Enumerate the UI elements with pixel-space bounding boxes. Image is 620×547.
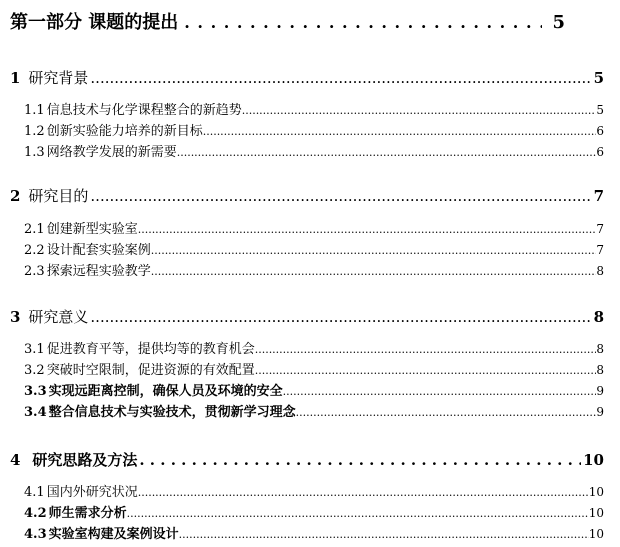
entry-page-number: 7: [596, 222, 604, 236]
entry-title: 探索远程实验教学: [46, 264, 151, 279]
entry-title: 网络教学发展的新需要: [46, 145, 177, 160]
dot-leader: [138, 486, 589, 499]
dot-leader: [151, 244, 597, 257]
dot-leader: [177, 146, 597, 159]
entry-number: 3.3: [24, 384, 47, 399]
chapter-page-number: 8: [593, 308, 604, 326]
entry-title: 设计配套实验案例: [46, 243, 151, 258]
chapter-number: 1: [10, 69, 21, 87]
chapter-title: 研究思路及方法: [32, 451, 138, 469]
entry-number: 2.3: [24, 264, 45, 279]
toc-entry-3-2[interactable]: [24, 359, 604, 378]
entry-title: 创建新型实验室: [46, 222, 138, 237]
part-page-number: 5: [552, 12, 565, 33]
entry-number: 4.1: [24, 485, 45, 500]
entry-page-number: 8: [596, 342, 604, 356]
entry-title: 实验室构建及案例设计: [48, 527, 179, 542]
entry-title: 国内外研究状况: [46, 485, 138, 500]
dot-leader: [139, 451, 581, 469]
toc-entry-4-2[interactable]: [24, 502, 604, 521]
dot-leader: [184, 13, 542, 32]
toc-chapter-2[interactable]: [10, 185, 604, 206]
toc-entry-4-1[interactable]: [24, 481, 604, 500]
entry-page-number: 5: [596, 103, 604, 117]
dot-leader: [138, 223, 597, 236]
toc-entry-4-3[interactable]: [24, 523, 604, 542]
toc-entry-3-4[interactable]: [24, 401, 604, 420]
chapter-number: 3: [10, 308, 21, 326]
toc-entry-2-2[interactable]: [24, 239, 604, 258]
entry-page-number: 8: [596, 363, 604, 377]
toc-entry-1-2[interactable]: [24, 120, 604, 139]
entry-title: 信息技术与化学课程整合的新趋势: [46, 103, 242, 118]
toc-entry-3-1[interactable]: [24, 338, 604, 357]
entry-page-number: 7: [596, 243, 604, 257]
entry-page-number: 6: [596, 124, 604, 138]
entry-title: 师生需求分析: [48, 506, 127, 521]
entry-page-number: 10: [588, 527, 604, 541]
entry-page-number: 6: [596, 145, 604, 159]
dot-leader: [242, 104, 597, 117]
entry-title: 创新实验能力培养的新目标: [46, 124, 203, 139]
dot-leader: [151, 265, 597, 278]
entry-page-number: 9: [596, 384, 604, 398]
dot-leader: [90, 69, 591, 87]
entry-number: 1.3: [24, 145, 45, 160]
entry-number: 3.4: [24, 405, 47, 420]
entry-number: 4.2: [24, 506, 47, 521]
chapter-number: 2: [10, 187, 21, 205]
toc-entry-1-1[interactable]: [24, 99, 604, 118]
entry-number: 1.1: [24, 103, 45, 118]
chapter-page-number: 5: [593, 69, 604, 87]
chapter-page-number: 7: [593, 187, 604, 205]
dot-leader: [127, 507, 589, 520]
entry-number: 3.2: [24, 363, 45, 378]
toc-chapter-3[interactable]: [10, 306, 604, 327]
dot-leader: [255, 364, 597, 377]
entry-page-number: 9: [596, 405, 604, 419]
chapter-page-number: 10: [583, 451, 604, 469]
toc-entry-3-3[interactable]: [24, 380, 604, 399]
entry-page-number: 10: [588, 485, 604, 499]
entry-title: 突破时空限制，促进资源的有效配置: [46, 363, 255, 378]
chapter-number: 4: [10, 451, 21, 469]
toc-entry-2-3[interactable]: [24, 260, 604, 279]
dot-leader: [90, 187, 591, 205]
entry-number: 1.2: [24, 124, 45, 139]
entry-number: 3.1: [24, 342, 45, 357]
chapter-title: 研究目的: [28, 187, 89, 205]
entry-number: 4.3: [24, 527, 47, 542]
entry-number: 2.2: [24, 243, 45, 258]
dot-leader: [255, 343, 597, 356]
entry-title: 促进教育平等，提供均等的教育机会: [46, 342, 255, 357]
dot-leader: [179, 528, 589, 541]
entry-number: 2.1: [24, 222, 45, 237]
dot-leader: [90, 308, 591, 326]
toc-part-heading[interactable]: [10, 8, 565, 34]
entry-page-number: 8: [596, 264, 604, 278]
dot-leader: [203, 125, 597, 138]
entry-title: 实现远距离控制，确保人员及环境的安全: [48, 384, 283, 399]
chapter-title: 研究意义: [28, 308, 89, 326]
toc-chapter-4[interactable]: [10, 449, 604, 470]
entry-title: 整合信息技术与实验技术，贯彻新学习理念: [48, 405, 296, 420]
toc-entry-2-1[interactable]: [24, 218, 604, 237]
dot-leader: [283, 385, 597, 398]
dot-leader: [296, 406, 597, 419]
entry-page-number: 10: [588, 506, 604, 520]
part-title: 第一部分 课题的提出: [10, 12, 179, 33]
toc-chapter-1[interactable]: [10, 67, 604, 88]
toc-entry-1-3[interactable]: [24, 141, 604, 160]
chapter-title: 研究背景: [28, 69, 89, 87]
